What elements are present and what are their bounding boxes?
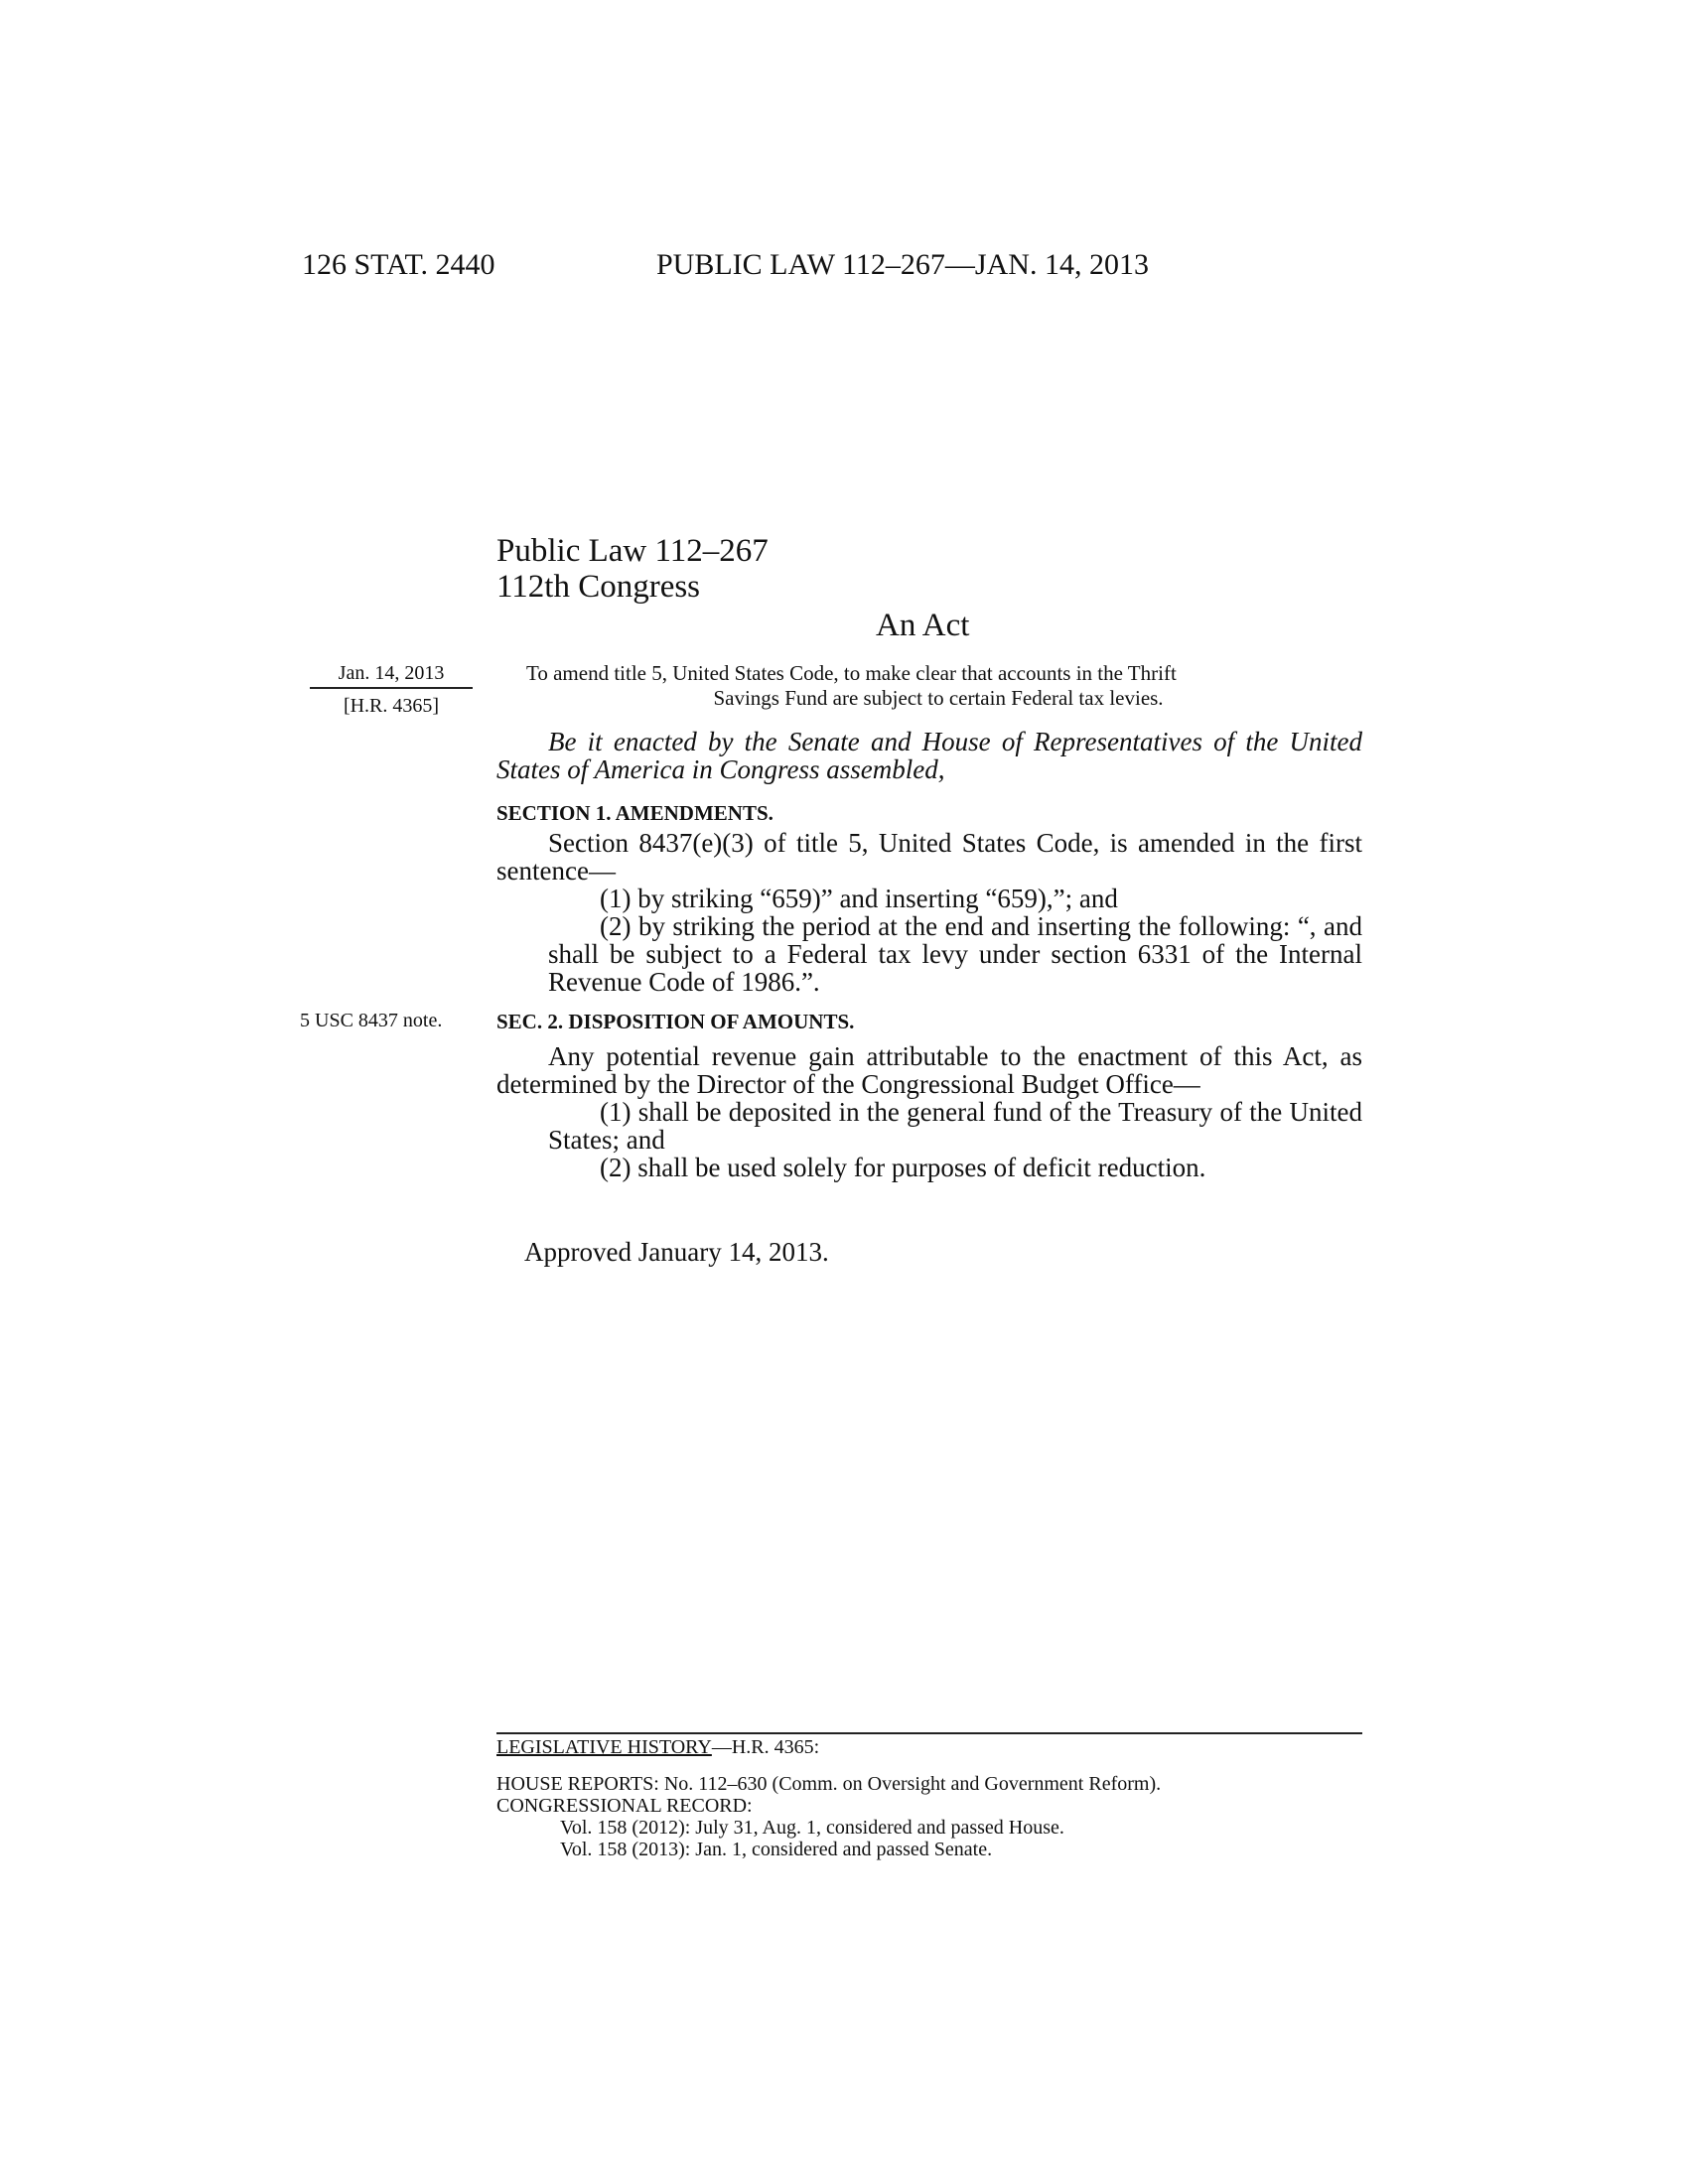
congress-number: 112th Congress: [496, 569, 701, 605]
act-purpose: [526, 661, 1350, 711]
purpose-line-1: To amend title 5, United States Code, to make clear that accounts in the Thrift: [526, 661, 1177, 685]
section-2-intro: Any potential revenue gain attributable to the enactment of this Act, as determined by the Director of the Congressional Budget Office—: [496, 1041, 1362, 1099]
enacting-clause: [496, 728, 1362, 783]
running-header-title: PUBLIC LAW 112–267—JAN. 14, 2013: [656, 248, 1149, 281]
section-1-item-1: (1) by striking “659)” and inserting “659),”; and: [600, 884, 1118, 913]
margin-note-bill: [H.R. 4365]: [343, 695, 440, 717]
section-1-intro: Section 8437(e)(3) of title 5, United States Code, is amended in the first sentence—: [496, 828, 1362, 886]
section-1-heading: SECTION 1. AMENDMENTS.: [496, 801, 774, 825]
an-act-heading: An Act: [876, 608, 970, 643]
section-2-heading: SEC. 2. DISPOSITION OF AMOUNTS.: [496, 1010, 855, 1033]
congressional-record-vol-2: Vol. 158 (2013): Jan. 1, considered and passed Senate.: [560, 1839, 993, 1860]
margin-note-date: Jan. 14, 2013: [310, 662, 473, 689]
section-1-body: [496, 829, 1362, 996]
running-header-stat-page: 126 STAT. 2440: [302, 248, 495, 281]
section-1-item-2: (2) by striking the period at the end and inserting the following: “, and shall be subject to a Federal tax levy under section 6331 of the Internal Revenue Code of 1986.”.: [548, 911, 1362, 997]
approval-date: Approved January 14, 2013.: [524, 1237, 829, 1267]
congressional-record-line: CONGRESSIONAL RECORD:: [496, 1795, 753, 1817]
legislative-history-title: [496, 1736, 819, 1759]
section-2-item-1: (1) shall be deposited in the general fund of the Treasury of the United States; and: [548, 1097, 1362, 1155]
legislative-history-rule: [496, 1732, 1362, 1734]
congressional-record-vol-1: Vol. 158 (2012): July 31, Aug. 1, considered and passed House.: [560, 1817, 1064, 1839]
legislative-history-label: LEGISLATIVE HISTORY: [496, 1736, 712, 1758]
section-2-item-2: (2) shall be used solely for purposes of deficit reduction.: [600, 1153, 1206, 1182]
purpose-line-2: Savings Fund are subject to certain Federal tax levies.: [713, 686, 1164, 710]
section-2-body: [496, 1042, 1362, 1181]
enacting-clause-text: Be it enacted by the Senate and House of Representatives of the United States of America in Congress assembled,: [496, 727, 1362, 784]
public-law-number: Public Law 112–267: [496, 533, 769, 569]
margin-note-usc: 5 USC 8437 note.: [300, 1010, 443, 1031]
house-reports-line: HOUSE REPORTS: No. 112–630 (Comm. on Oversight and Government Reform).: [496, 1773, 1162, 1795]
legislative-history-bill: —H.R. 4365:: [711, 1736, 820, 1758]
legislative-history-body: [496, 1773, 1390, 1860]
